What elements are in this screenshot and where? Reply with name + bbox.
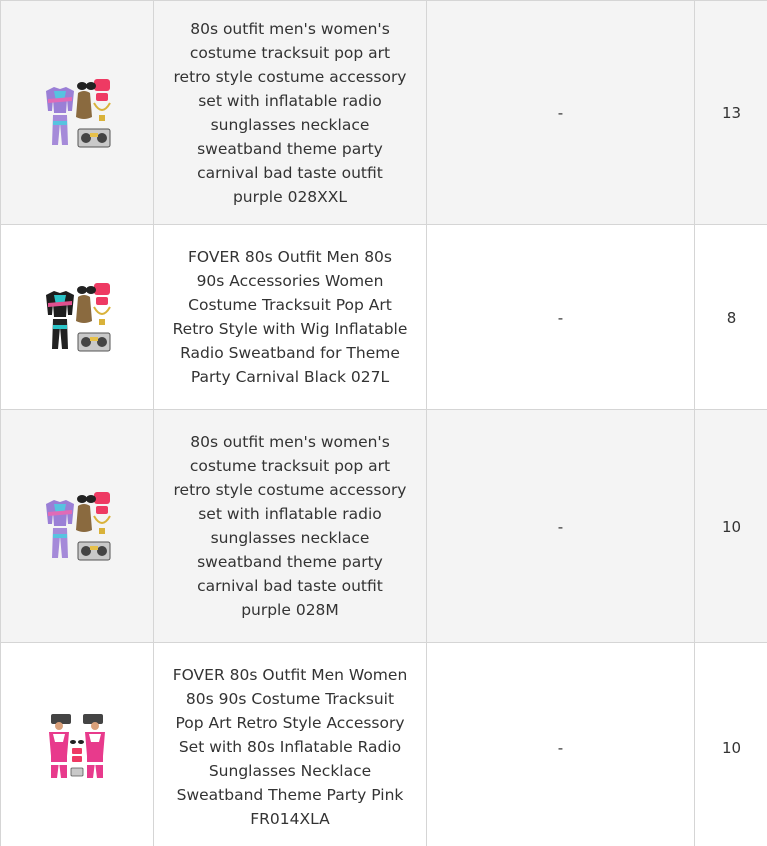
product-name: FOVER 80s Outfit Men 80s 90s Accessories Women Costume Tracksuit Pop Art Retro Style with Wig Inflatable Radio Sweatband for Theme Party Carnival Black 027L bbox=[172, 248, 408, 386]
quantity-value: 13 bbox=[721, 104, 742, 122]
table-row bbox=[1, 1, 767, 225]
empty-value: - bbox=[557, 104, 564, 122]
product-name: FOVER 80s Outfit Men Women 80s 90s Costume Tracksuit Pop Art Retro Style Accessory Set with 80s Inflatable Radio Sunglasses Necklace Sweatband Theme Party Pink FR014XLA bbox=[172, 666, 408, 828]
product-name-cell bbox=[154, 225, 427, 410]
quantity-cell bbox=[695, 643, 767, 846]
quantity-cell bbox=[695, 410, 767, 643]
product-attribute-cell bbox=[427, 410, 695, 643]
product-image-cell bbox=[1, 1, 154, 225]
table-row bbox=[1, 410, 767, 643]
table-row bbox=[1, 643, 767, 846]
quantity-cell bbox=[695, 225, 767, 410]
product-image-cell bbox=[1, 410, 154, 643]
purple-tracksuit-costume-icon[interactable] bbox=[42, 490, 112, 562]
product-image-cell bbox=[1, 225, 154, 410]
black-tracksuit-costume-icon[interactable] bbox=[42, 281, 112, 353]
pink-tracksuit-couple-costume-icon[interactable] bbox=[45, 712, 109, 782]
product-attribute-cell bbox=[427, 225, 695, 410]
product-name: 80s outfit men's women's costume tracksuit pop art retro style costume accessory set with inflatable radio sunglasses necklace sweatband theme party carnival bad taste outfit purple 028M bbox=[173, 433, 407, 619]
quantity-value: 10 bbox=[721, 517, 742, 536]
product-name-cell bbox=[154, 1, 427, 225]
product-image-cell bbox=[1, 643, 154, 846]
product-attribute-cell bbox=[427, 1, 695, 225]
quantity-value: 10 bbox=[721, 738, 742, 757]
product-name-cell bbox=[154, 410, 427, 643]
empty-value: - bbox=[557, 517, 564, 536]
empty-value: - bbox=[557, 308, 564, 327]
quantity-value: 8 bbox=[726, 308, 737, 327]
product-attribute-cell bbox=[427, 643, 695, 846]
product-name: 80s outfit men's women's costume tracksuit pop art retro style costume accessory set with inflatable radio sunglasses necklace sweatband theme party carnival bad taste outfit purple 028XXL bbox=[173, 19, 407, 206]
purple-tracksuit-costume-icon[interactable] bbox=[42, 77, 112, 149]
table-row bbox=[1, 225, 767, 410]
product-name-cell bbox=[154, 643, 427, 846]
quantity-cell bbox=[695, 1, 767, 225]
empty-value: - bbox=[557, 738, 564, 757]
